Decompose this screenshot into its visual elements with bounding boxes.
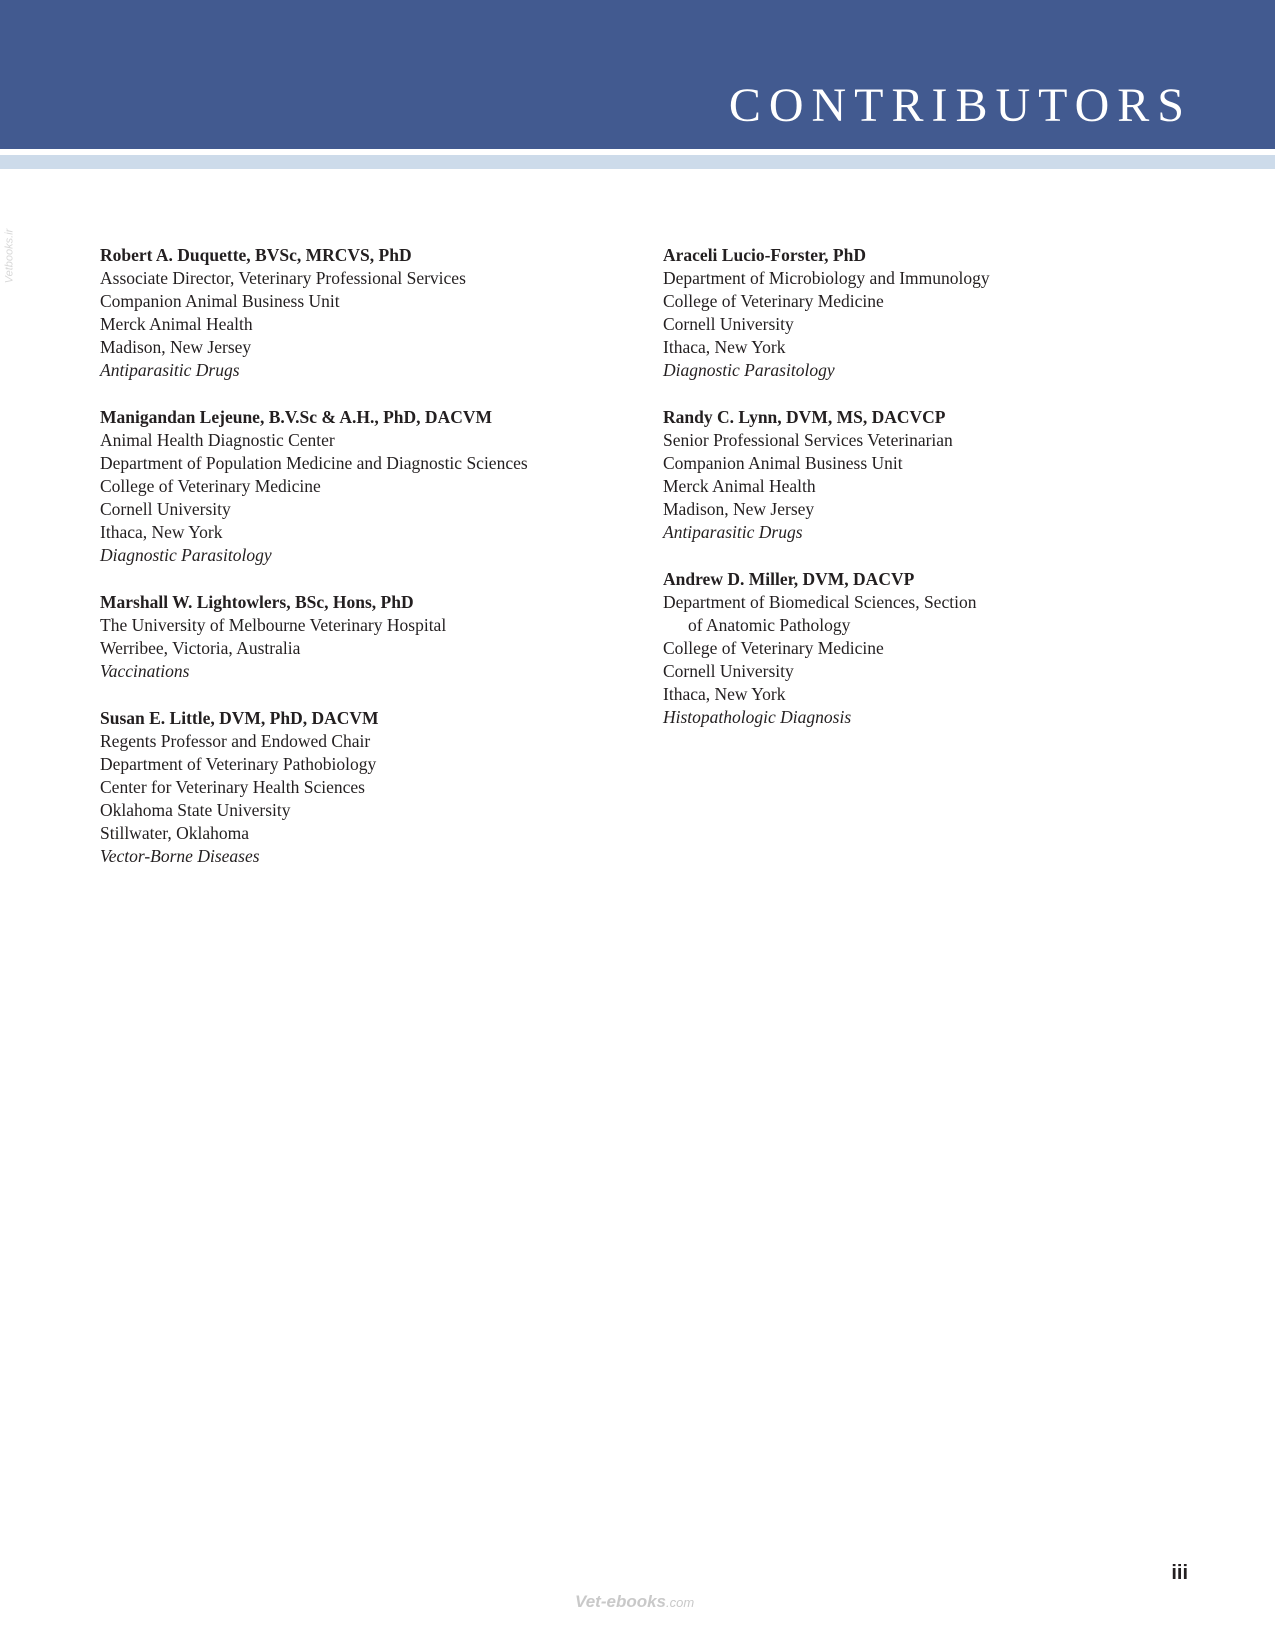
affiliation-line: College of Veterinary Medicine bbox=[663, 291, 884, 311]
affiliation-line: Senior Professional Services Veterinarian bbox=[663, 430, 953, 450]
header-stripe bbox=[0, 155, 1275, 169]
contributor-entry bbox=[663, 568, 1223, 729]
contributor-entry bbox=[100, 244, 620, 382]
header-band bbox=[0, 0, 1275, 149]
chapter-topic: Antiparasitic Drugs bbox=[100, 360, 240, 380]
affiliation-line: Oklahoma State University bbox=[100, 800, 291, 820]
affiliation-line: Cornell University bbox=[100, 499, 231, 519]
affiliation-line: Regents Professor and Endowed Chair bbox=[100, 731, 371, 751]
affiliation-line: College of Veterinary Medicine bbox=[100, 476, 321, 496]
affiliation-line: Ithaca, New York bbox=[663, 684, 786, 704]
chapter-topic: Vaccinations bbox=[100, 661, 190, 681]
contributors-left-column bbox=[100, 244, 620, 892]
affiliation-line: Department of Veterinary Pathobiology bbox=[100, 754, 377, 774]
affiliation-line: Companion Animal Business Unit bbox=[663, 453, 903, 473]
affiliation-line: Madison, New Jersey bbox=[663, 499, 815, 519]
chapter-topic: Histopathologic Diagnosis bbox=[663, 707, 852, 727]
chapter-topic: Diagnostic Parasitology bbox=[663, 360, 835, 380]
contributor-name: Manigandan Lejeune, B.V.Sc & A.H., PhD, DACVM bbox=[100, 407, 492, 427]
affiliation-line: Werribee, Victoria, Australia bbox=[100, 638, 301, 658]
affiliation-line: Animal Health Diagnostic Center bbox=[100, 430, 335, 450]
contributor-name: Susan E. Little, DVM, PhD, DACVM bbox=[100, 708, 379, 728]
page-title: CONTRIBUTORS bbox=[728, 79, 1192, 132]
footer-logo-main: Vet-ebooks bbox=[575, 1592, 667, 1611]
side-watermark: Vetbooks.ir bbox=[3, 228, 16, 284]
footer-logo bbox=[575, 1592, 694, 1612]
chapter-topic: Vector-Borne Diseases bbox=[100, 846, 260, 866]
contributor-name: Robert A. Duquette, BVSc, MRCVS, PhD bbox=[100, 245, 412, 265]
contributor-entry bbox=[100, 707, 620, 868]
affiliation-line: Merck Animal Health bbox=[663, 476, 816, 496]
contributors-right-column bbox=[663, 244, 1223, 753]
affiliation-line: The University of Melbourne Veterinary Hospital bbox=[100, 615, 447, 635]
affiliation-line: Stillwater, Oklahoma bbox=[100, 823, 249, 843]
contributor-name: Andrew D. Miller, DVM, DACVP bbox=[663, 569, 915, 589]
affiliation-line: Associate Director, Veterinary Professional Services bbox=[100, 268, 466, 288]
affiliation-line: Cornell University bbox=[663, 661, 794, 681]
affiliation-line: Department of Biomedical Sciences, Section bbox=[663, 592, 977, 612]
contributor-name: Marshall W. Lightowlers, BSc, Hons, PhD bbox=[100, 592, 414, 612]
affiliation-line: Department of Microbiology and Immunology bbox=[663, 268, 990, 288]
affiliation-line: of Anatomic Pathology bbox=[688, 615, 851, 635]
contributor-entry bbox=[100, 406, 620, 567]
affiliation-line: Merck Animal Health bbox=[100, 314, 253, 334]
affiliation-line: Madison, New Jersey bbox=[100, 337, 252, 357]
contributor-entry bbox=[100, 591, 620, 683]
affiliation-line: Companion Animal Business Unit bbox=[100, 291, 340, 311]
affiliation-line: College of Veterinary Medicine bbox=[663, 638, 884, 658]
footer-logo-suffix: .com bbox=[666, 1595, 695, 1610]
chapter-topic: Diagnostic Parasitology bbox=[100, 545, 272, 565]
contributor-name: Araceli Lucio-Forster, PhD bbox=[663, 245, 866, 265]
affiliation-line: Center for Veterinary Health Sciences bbox=[100, 777, 365, 797]
affiliation-line: Department of Population Medicine and Diagnostic Sciences bbox=[100, 453, 528, 473]
contributor-name: Randy C. Lynn, DVM, MS, DACVCP bbox=[663, 407, 946, 427]
contributor-entry bbox=[663, 406, 1223, 544]
chapter-topic: Antiparasitic Drugs bbox=[663, 522, 803, 542]
affiliation-line: Ithaca, New York bbox=[100, 522, 223, 542]
contributor-entry bbox=[663, 244, 1223, 382]
affiliation-line: Ithaca, New York bbox=[663, 337, 786, 357]
affiliation-line: Cornell University bbox=[663, 314, 794, 334]
page-number: iii bbox=[1171, 1562, 1188, 1584]
